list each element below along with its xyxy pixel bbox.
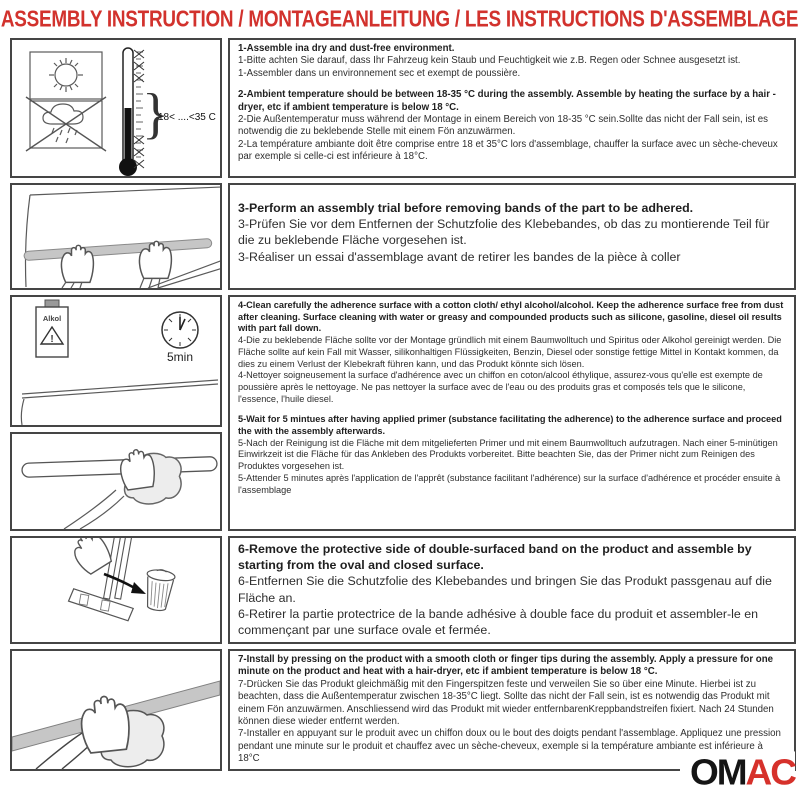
instruction-1-de: 1-Bitte achten Sie darauf, dass Ihr Fahrzeug kein Staub und Feuchtigkeit wie z.B. Regen oder Schnee ausgesetzt ist. [238,55,741,67]
instruction-5-fr: 5-Attender 5 minutes après l'application de l'apprêt (substance facilitant l'adhérence) sur la surface d'adhérence et procéder ensuite à l'assemblage [238,472,781,495]
instruction-1-fr: 1-Assembler dans un environnement sec et exempt de poussière. [238,67,521,79]
instruction-section-2 [238,89,786,163]
instruction-2-en: 2-Ambient temperature should be between 18-35 °C during the assembly. Assemble by heating the surface by a hair -dryer, etc if ambient temperature is below 18 °C. [238,89,776,113]
instruction-section-7 [238,654,786,766]
warning-mark: ! [50,334,54,345]
instruction-7-fr: 7-Installer en appuyant sur le produit avec un chiffon doux ou le bout des doigts pendant l'assemblage. Appliquez une pression pendant une minute sur le produit et chauffez avec un sèche-cheveux, exemple si la température ambiante est inférieure à 18°C [238,728,781,765]
illustration-assembly-trial [10,183,222,290]
instruction-sheet [0,38,800,771]
instruction-7-de: 7-Drücken Sie das Produkt gleichmäßig mit den Fingerspitzen feste und verweilen Sie so über eine Minute. Hierbei ist zu beachten, dass die Außentemperatur zwischen 18-35°C liegt. Sollte das nicht der Fall sein, ist es notwendig das Produkt mit einem Fön anzuwärmen. Anschliessend wird das Produkt mit wieder entfernbarenKreppbandstreifen fixiert. Nach 24 Stunden können diese wieder entfernt werden. [238,678,774,728]
instruction-5-de: 5-Nach der Reinigung ist die Fläche mit dem mitgelieferten Primer und mit einem Baumwolltuch aufzutragen. Nach einer 5-minütigen Einwirkzeit ist die Fläche für das Ankleben des Produkts vorbereitet. Bitte beachten Sie, das der Primer nicht zum Reinigen des Produktes vorgesehen ist. [238,437,778,472]
illustration-alcohol-clock [10,295,222,427]
step-text-1-2 [228,38,796,178]
step-row-4 [10,536,796,644]
pressing-hand-icon [79,694,132,753]
instruction-4-de: 4-Die zu beklebende Fläche sollte vor der Montage gründlich mit einem Baumwolltuch und Spiritus oder Alkohol gereinigt werden. Die Fläche sollte auf kein Fall mit Wasser, silikonhaltigen Flüssigkeiten, Benzin, Diesel oder sonstige fettige Mittel in Kontakt kommen, da dies zu einem Verlust der Klebekraft führen kann, und das Produkt könnte sich lösen. [238,335,782,369]
remove-band-illustration [12,538,220,642]
alcohol-label: Alkol [42,314,62,323]
no-rain-icon [26,97,106,151]
instruction-section-4 [238,300,786,405]
illustration-wiping [10,432,222,531]
sun-icon [49,58,83,92]
instruction-2-de: 2-Die Außentemperatur muss während der Montage in einem Bereich von 18-35 °C sein.Sollte das nicht der Fall sein, ist es notwendig die zu beklebende Stelle mit einem Fön anzuwärmen. [238,114,768,138]
instruction-6-en: 6-Remove the protective side of double-surfaced band on the product and assemble by starting from the oval and closed surface. [238,542,752,573]
assembly-trial-illustration [12,185,220,288]
illustration-environment [10,38,222,178]
temperature-range-label: 18< ....<35 C [158,112,216,123]
instruction-4-en: 4-Clean carefully the adherence surface with a cotton cloth/ ethyl alcohol/alcohol. Keep the adherence surface free from dust after cleaning. Surface cleaning with water or greasy and compounded products such as silicone, gasoline, diesel oil results with part fall down. [238,300,784,334]
instruction-5-en: 5-Wait for 5 mintues after having applied primer (substance facilitating the adherence) to the adherence surface and proceed the with the assembly afterwards. [238,414,782,437]
peeling-hand-icon [68,538,115,576]
instruction-6-fr: 6-Retirer la partie protectrice de la bande adhésive à double face du produit et assembler-le en commençant par une surface ovale et fermée. [238,606,759,638]
step-row-5 [10,649,796,771]
page-title [0,0,800,38]
instruction-2-fr: 2-La température ambiante doit être comprise entre 18 et 35°C lors d'assemblage, chauffer la surface avec un sèche-cheveux par exemple si celle-ci est inférieure à 18°C. [238,138,778,163]
illustration-column-clean [10,295,222,531]
trim-bar-outline [22,457,217,478]
environment-illustration [12,40,220,176]
brace-glyph: } [142,83,169,145]
instruction-6-de: 6-Entfernen Sie die Schutzfolie des Klebebandes und bringen Sie das Produkt passgenau auf die Fläche an. [238,574,772,605]
page-title-text: ASSEMBLY INSTRUCTION / MONTAGEANLEITUNG / LES INSTRUCTIONS D'ASSEMBLAGE [1,5,799,32]
instruction-7-en: 7-Install by pressing on the product with a smooth cloth or finger tips during the assembly. Apply a pressure for one minute on the product and heat with a hair-dryer, etc if ambient temperature is below 18 °C. [238,654,774,678]
instruction-1-en: 1-Assemble ina dry and dust-free environment. [238,43,455,54]
instruction-section-1 [238,43,786,80]
instruction-3-de: 3-Prüfen Sie vor dem Entfernen der Schutzfolie des Klebebandes, ob das zu montierende Teil für die zu beklebende Fläche vorgesehen ist. [238,217,770,248]
press-illustration [12,651,220,769]
wiping-illustration [12,434,220,529]
surface-lines [21,380,218,425]
trash-bin-icon [142,568,175,612]
step-row-2 [10,183,796,290]
instruction-section-5 [238,414,786,496]
step-text-6 [228,536,796,644]
omac-logo [680,751,795,792]
instruction-section-6 [238,541,786,638]
step-text-3 [228,183,796,290]
part-with-tape [67,588,135,621]
clock-icon [162,312,198,364]
omac-logo-red: AC [745,752,795,793]
alcohol-bottle-icon [36,300,68,357]
thermometer-icon [119,48,216,176]
car-panel-lines [26,187,221,288]
arm-lines [64,490,124,529]
illustration-remove-band [10,536,222,644]
step-text-4-5 [228,295,796,531]
step-row-1 [10,38,796,178]
step-row-3 [10,295,796,531]
instruction-section-3 [238,200,786,265]
alcohol-clock-illustration [12,297,220,425]
clock-label: 5min [166,350,194,364]
instruction-3-en: 3-Perform an assembly trial before removing bands of the part to be adhered. [238,201,694,215]
instruction-3-fr: 3-Réaliser un essai d'assemblage avant de retirer les bandes de la pièce à coller [238,249,681,264]
illustration-press [10,649,222,771]
omac-logo-black: OM [689,752,746,793]
instruction-4-fr: 4-Nettoyer soigneusement la surface d'adhérence avec un chiffon en coton/alcool éthylique, assurez-vous qu'elle est exempte de poussière après le nettoyage. Ne pas nettoyer la surface avec de l'eau ou des produits gras et composés tels que le silicone, l'essence, l'huile diesel. [238,370,763,404]
trim-bar [24,238,212,260]
